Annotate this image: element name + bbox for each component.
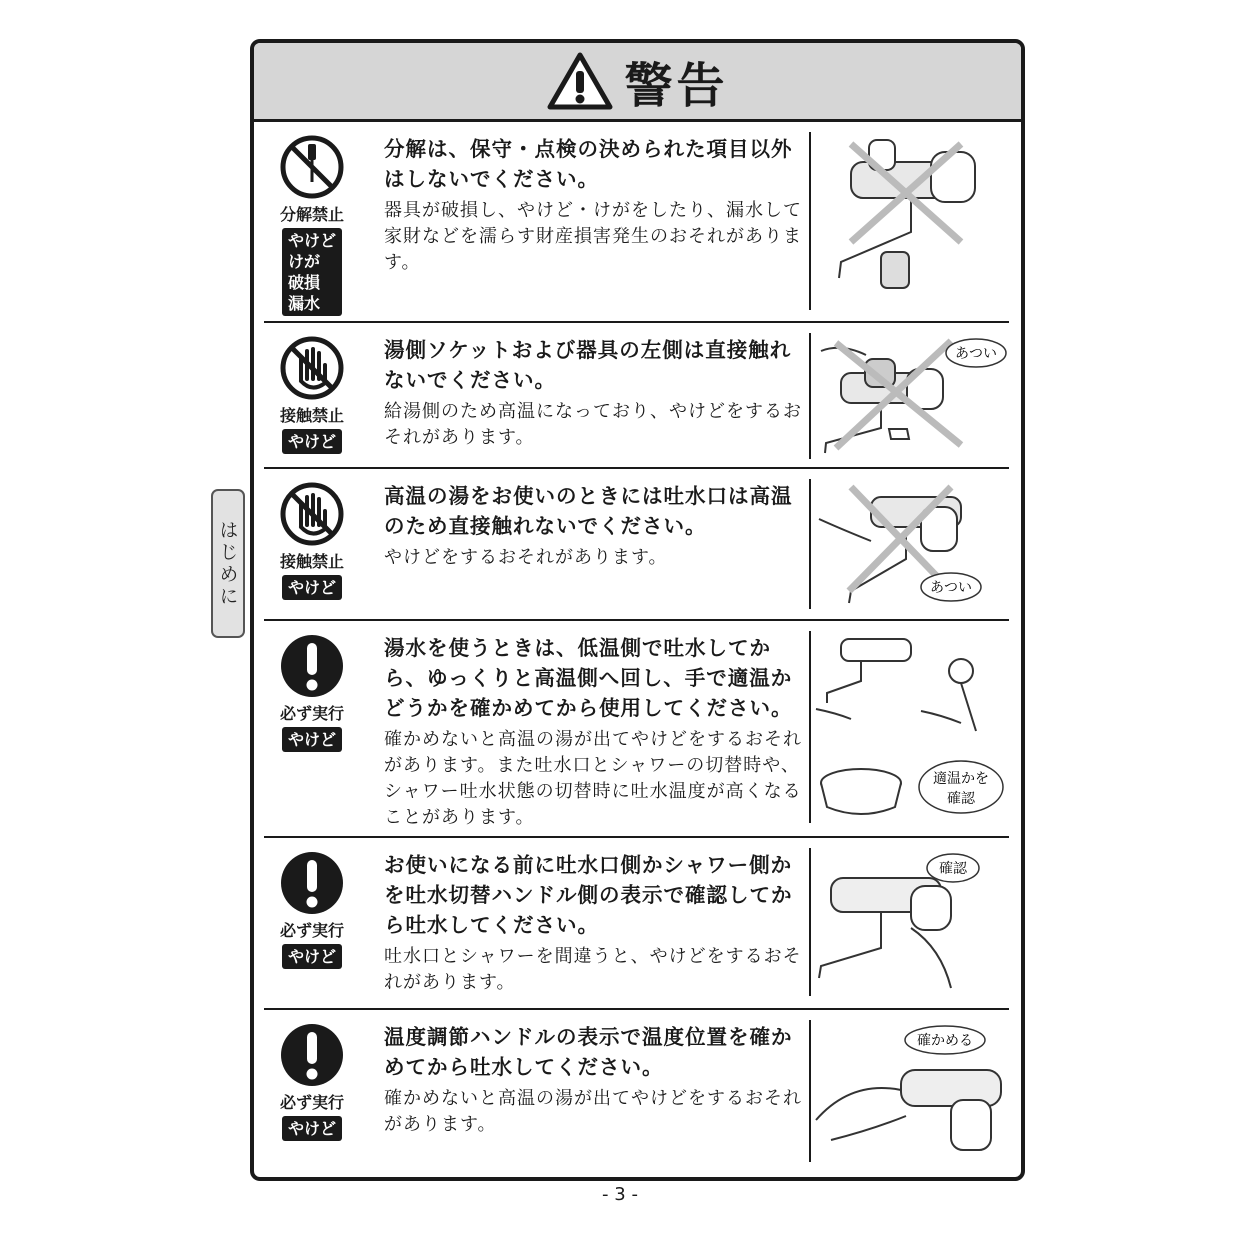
bubble-check-temp-2: 確認	[947, 791, 975, 807]
item-body: やけどをするおそれがあります。	[384, 547, 668, 568]
warning-header	[254, 43, 1021, 122]
hazard-badge: やけど	[282, 575, 342, 600]
warning-item-check-outlet	[264, 838, 1009, 1010]
hot-spout-illustration	[809, 479, 1011, 609]
symbol-column	[264, 850, 360, 969]
faucet-disassembly-illustration	[809, 132, 1011, 310]
item-heading: 高温の湯をお使いのときには吐水口は高温のため直接触れないでください。	[384, 484, 793, 538]
item-body: 吐水口とシャワーを間違うと、やけどをするおそれがあります。	[384, 946, 802, 993]
hazard-badge: やけど	[282, 944, 342, 969]
text-column	[384, 335, 804, 451]
warning-triangle-icon	[546, 51, 614, 111]
warning-item-check-temperature	[264, 621, 1009, 838]
side-tab-label: はじめに	[216, 519, 239, 608]
warning-title: 警告	[624, 57, 729, 114]
hazard-badge: やけど	[282, 727, 342, 752]
item-body: 器具が破損し、やけど・けがをしたり、漏水して家財などを濡らす財産損害発生のおそれがあります。	[384, 200, 802, 273]
symbol-column	[264, 633, 360, 752]
symbol-label: 必ず実行	[279, 921, 344, 940]
mandatory-action-icon	[279, 633, 345, 699]
check-temperature-illustration	[809, 631, 1011, 823]
item-heading: 湯水を使うときは、低温側で吐水してから、ゆっくりと高温側へ回し、手で適温かどうかを確かめてから使用してください。	[384, 636, 793, 720]
item-heading: 分解は、保守・点検の決められた項目以外はしないでください。	[384, 137, 793, 191]
section-side-tab[interactable]	[211, 489, 245, 638]
text-column	[384, 481, 804, 571]
item-body: 確かめないと高温の湯が出てやけどをするおそれがあります。	[384, 1088, 802, 1135]
check-outlet-illustration	[809, 848, 1011, 996]
symbol-column	[264, 1022, 360, 1141]
hazard-badge: やけど	[282, 1116, 342, 1141]
mandatory-action-icon	[279, 1022, 345, 1088]
text-column	[384, 850, 804, 996]
item-heading: 温度調節ハンドルの表示で温度位置を確かめてから吐水してください。	[384, 1025, 793, 1079]
no-touch-icon	[279, 335, 345, 401]
symbol-column	[264, 134, 360, 316]
text-column	[384, 1022, 804, 1138]
symbol-label: 必ず実行	[279, 1093, 344, 1112]
hot-socket-illustration	[809, 333, 1011, 459]
page-number: - 3 -	[602, 1184, 638, 1205]
no-touch-icon	[279, 481, 345, 547]
warning-item-temperature-dial	[264, 1010, 1009, 1170]
no-disassembly-icon	[279, 134, 345, 200]
bubble-hot: あつい	[955, 346, 997, 362]
bubble-confirm: 確認	[939, 861, 967, 877]
text-column	[384, 134, 804, 276]
item-heading: お使いになる前に吐水口側かシャワー側かを吐水切替ハンドル側の表示で確認してから吐水してください。	[384, 853, 793, 937]
bubble-hot: あつい	[930, 580, 972, 596]
symbol-column	[264, 335, 360, 454]
item-heading: 湯側ソケットおよび器具の左側は直接触れないでください。	[384, 338, 792, 392]
warning-panel	[250, 39, 1025, 1181]
mandatory-action-icon	[279, 850, 345, 916]
symbol-column	[264, 481, 360, 600]
warning-item-hot-socket	[264, 323, 1009, 469]
item-body: 確かめないと高温の湯が出てやけどをするおそれがあります。また吐水口とシャワーの切替時や、シャワー吐水状態の切替時に吐水温度が高くなることがあります。	[384, 729, 802, 828]
hazard-badge: やけど	[282, 429, 342, 454]
symbol-label: 接触禁止	[279, 552, 344, 571]
symbol-label: 接触禁止	[279, 406, 344, 425]
temperature-dial-illustration	[809, 1020, 1011, 1162]
hazard-badge: やけど けが 破損 漏水	[282, 228, 342, 316]
bubble-verify: 確かめる	[917, 1033, 973, 1049]
bubble-check-temp-1: 適温かを	[933, 771, 989, 787]
warning-item-disassembly	[264, 122, 1009, 323]
warning-item-hot-spout	[264, 469, 1009, 621]
text-column	[384, 633, 804, 831]
symbol-label: 必ず実行	[279, 704, 344, 723]
symbol-label: 分解禁止	[279, 205, 344, 224]
item-body: 給湯側のため高温になっており、やけどをするおそれがあります。	[384, 401, 802, 448]
